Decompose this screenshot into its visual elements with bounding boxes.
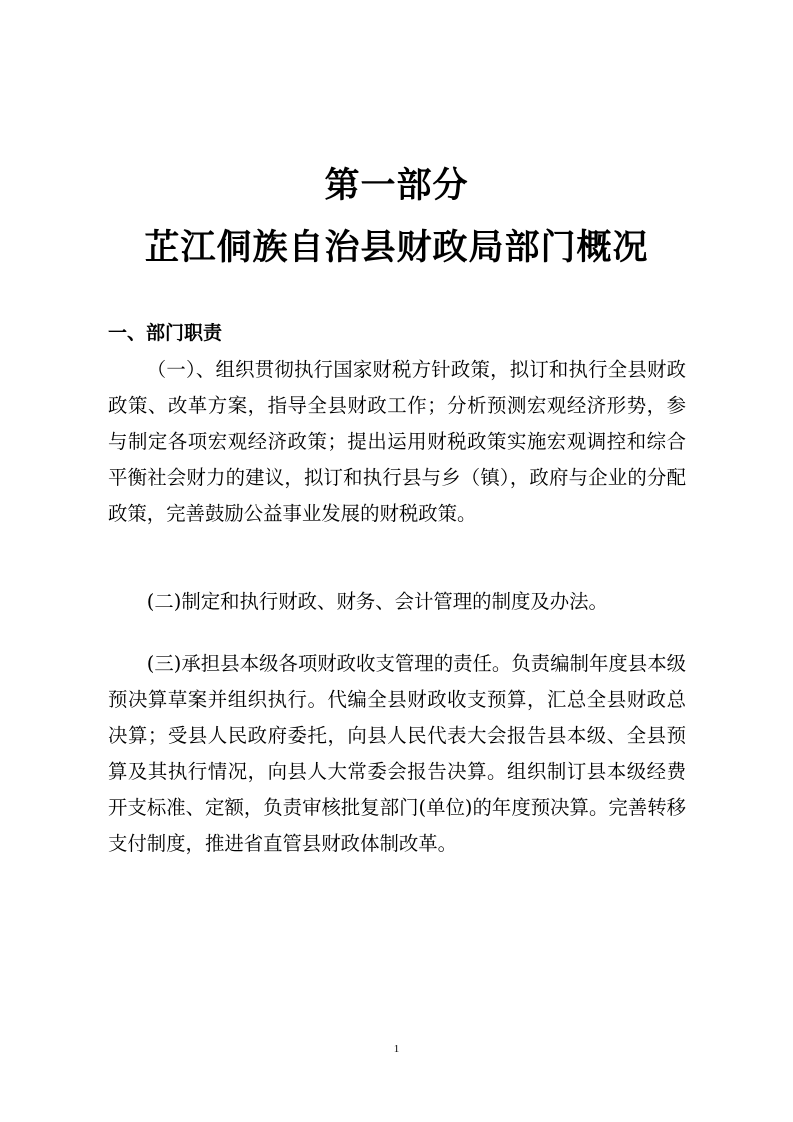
paragraph-duty-2: (二)制定和执行财政、财务、会计管理的制度及办法。	[146, 590, 608, 613]
document-title-department: 芷江侗族自治县财政局部门概况	[144, 227, 649, 268]
section-heading-duties: 一、部门职责	[108, 322, 223, 344]
paragraph-duty-1: （一）、组织贯彻执行国家财税方针政策，拟订和执行全县财政政策、改革方案，指导全县财政工作；分析预测宏观经济形势，参与制定各项宏观经济政策；提出运用财税政策实施宏观调控和综合平衡社会财力的建议，拟订和执行县与乡（镇），政府与企业的分配政策，完善鼓励公益事业发展的财税政策。	[108, 358, 686, 525]
document-title-part: 第一部分	[324, 165, 469, 206]
paragraph-duty-3: (三)承担县本级各项财政收支管理的责任。负责编制年度县本级预决算草案并组织执行。代编全县财政收支预算，汇总全县财政总决算；受县人民政府委托，向县人民代表大会报告县本级、全县预算及其执行情况，向县人大常委会报告决算。组织制订县本级经费开支标准、定额，负责审核批复部门(单位)的年度预决算。完善转移支付制度，推进省直管县财政体制改革。	[108, 652, 686, 855]
page-number: 1	[393, 1043, 400, 1055]
